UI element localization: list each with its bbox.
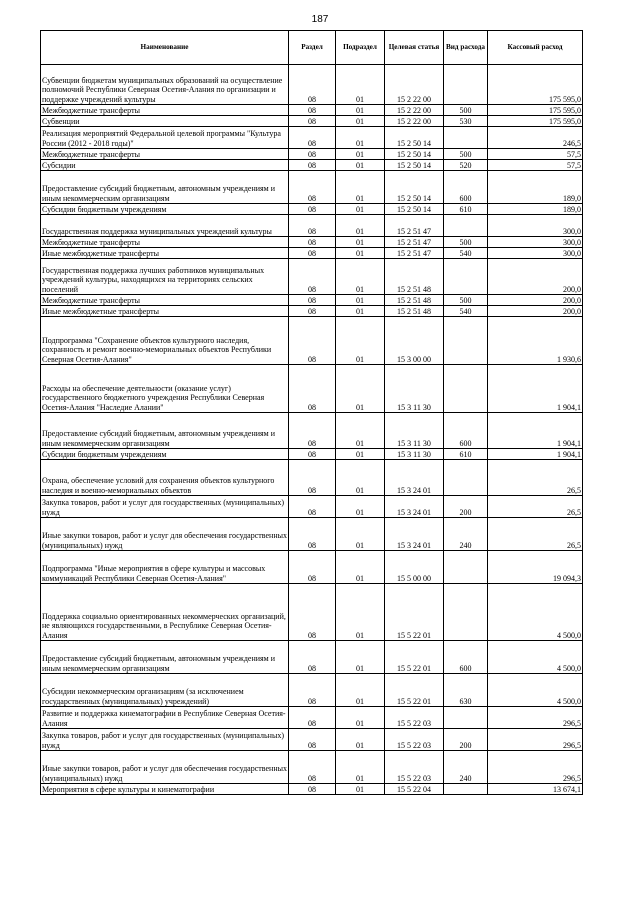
row-target-item-cell: 15 3 24 01 <box>385 496 444 518</box>
row-amount-cell: 26,5 <box>488 496 583 518</box>
row-subsection-cell: 01 <box>336 317 385 365</box>
row-name-cell: Межбюджетные трансферты <box>41 237 289 248</box>
row-target-item-cell: 15 2 22 00 <box>385 116 444 127</box>
row-section-cell: 08 <box>289 674 336 707</box>
row-amount-cell: 175 595,0 <box>488 116 583 127</box>
row-name-cell: Субсидии бюджетным учреждениям <box>41 449 289 460</box>
table-row <box>41 317 583 365</box>
row-name-cell: Иные межбюджетные трансферты <box>41 248 289 259</box>
row-name-cell: Предоставление субсидий бюджетным, автономным учреждениям и иным некоммерческим организациям <box>41 413 289 449</box>
column-header-section: Раздел <box>289 31 336 65</box>
row-target-item-cell: 15 2 22 00 <box>385 65 444 105</box>
row-expense-type-cell: 540 <box>444 306 488 317</box>
row-section-cell: 08 <box>289 551 336 584</box>
row-subsection-cell: 01 <box>336 365 385 413</box>
row-subsection-cell: 01 <box>336 784 385 795</box>
row-subsection-cell: 01 <box>336 204 385 215</box>
page-number: 187 <box>311 14 329 25</box>
row-target-item-cell: 15 2 51 47 <box>385 215 444 237</box>
row-target-item-cell: 15 2 50 14 <box>385 149 444 160</box>
row-target-item-cell: 15 5 00 00 <box>385 551 444 584</box>
row-amount-cell: 246,5 <box>488 127 583 149</box>
row-name-cell: Предоставление субсидий бюджетным, автономным учреждениям и иным некоммерческим организациям <box>41 171 289 204</box>
row-section-cell: 08 <box>289 295 336 306</box>
column-header-cash-expense: Кассовый расход <box>488 31 583 65</box>
row-section-cell: 08 <box>289 707 336 729</box>
row-subsection-cell: 01 <box>336 295 385 306</box>
row-amount-cell: 189,0 <box>488 171 583 204</box>
row-name-cell: Поддержка социально ориентированных некоммерческих организаций, не являющихся государственными, в Республике Северная Осетия-Алания <box>41 584 289 641</box>
row-expense-type-cell <box>444 259 488 295</box>
row-name-cell: Иные закупки товаров, работ и услуг для обеспечения государственных (муниципальных) нужд <box>41 518 289 551</box>
row-amount-cell: 296,5 <box>488 729 583 751</box>
row-expense-type-cell <box>444 584 488 641</box>
row-target-item-cell: 15 5 22 03 <box>385 707 444 729</box>
row-expense-type-cell: 610 <box>444 449 488 460</box>
row-subsection-cell: 01 <box>336 306 385 317</box>
row-amount-cell: 57,5 <box>488 149 583 160</box>
row-section-cell: 08 <box>289 171 336 204</box>
row-name-cell: Охрана, обеспечение условий для сохранения объектов культурного наследия и военно-мемориальных объектов <box>41 460 289 496</box>
row-section-cell: 08 <box>289 65 336 105</box>
row-section-cell: 08 <box>289 496 336 518</box>
row-amount-cell: 296,5 <box>488 707 583 729</box>
row-amount-cell: 189,0 <box>488 204 583 215</box>
row-expense-type-cell: 540 <box>444 248 488 259</box>
row-amount-cell: 200,0 <box>488 295 583 306</box>
row-subsection-cell: 01 <box>336 751 385 784</box>
row-name-cell: Мероприятия в сфере культуры и кинематографии <box>41 784 289 795</box>
row-section-cell: 08 <box>289 641 336 674</box>
row-name-cell: Межбюджетные трансферты <box>41 105 289 116</box>
row-name-cell: Закупка товаров, работ и услуг для государственных (муниципальных) нужд <box>41 496 289 518</box>
row-section-cell: 08 <box>289 729 336 751</box>
row-section-cell: 08 <box>289 127 336 149</box>
row-section-cell: 08 <box>289 784 336 795</box>
row-section-cell: 08 <box>289 204 336 215</box>
row-subsection-cell: 01 <box>336 149 385 160</box>
row-expense-type-cell: 240 <box>444 518 488 551</box>
row-subsection-cell: 01 <box>336 215 385 237</box>
row-amount-cell: 300,0 <box>488 215 583 237</box>
row-amount-cell: 57,5 <box>488 160 583 171</box>
table-row <box>41 215 583 237</box>
row-section-cell: 08 <box>289 518 336 551</box>
column-header-expense-type: Вид расхода <box>444 31 488 65</box>
row-amount-cell: 300,0 <box>488 237 583 248</box>
row-amount-cell: 1 904,1 <box>488 449 583 460</box>
row-target-item-cell: 15 3 24 01 <box>385 518 444 551</box>
table-row <box>41 641 583 674</box>
row-section-cell: 08 <box>289 237 336 248</box>
table-body <box>41 65 583 795</box>
row-target-item-cell: 15 5 22 01 <box>385 584 444 641</box>
row-target-item-cell: 15 5 22 01 <box>385 674 444 707</box>
row-target-item-cell: 15 5 22 04 <box>385 784 444 795</box>
row-target-item-cell: 15 2 50 14 <box>385 204 444 215</box>
row-name-cell: Государственная поддержка лучших работников муниципальных учреждений культуры, находящихся на территориях сельских поселений <box>41 259 289 295</box>
row-section-cell: 08 <box>289 365 336 413</box>
row-name-cell: Расходы на обеспечение деятельности (оказание услуг) государственного бюджетного учреждения Республики Северная Осетия-Алания "Наследие Алании" <box>41 365 289 413</box>
row-target-item-cell: 15 3 00 00 <box>385 317 444 365</box>
row-amount-cell: 13 674,1 <box>488 784 583 795</box>
table-row <box>41 707 583 729</box>
row-name-cell: Иные межбюджетные трансферты <box>41 306 289 317</box>
row-expense-type-cell: 630 <box>444 674 488 707</box>
column-header-target-item: Целевая статья <box>385 31 444 65</box>
row-subsection-cell: 01 <box>336 729 385 751</box>
row-target-item-cell: 15 2 50 14 <box>385 171 444 204</box>
row-section-cell: 08 <box>289 460 336 496</box>
table-row <box>41 306 583 317</box>
table-row <box>41 551 583 584</box>
row-section-cell: 08 <box>289 248 336 259</box>
row-amount-cell: 26,5 <box>488 518 583 551</box>
row-expense-type-cell: 200 <box>444 729 488 751</box>
table-row <box>41 784 583 795</box>
row-name-cell: Реализация мероприятий Федеральной целевой программы "Культура России (2012 - 2018 годы)" <box>41 127 289 149</box>
row-name-cell: Предоставление субсидий бюджетным, автономным учреждениям и иным некоммерческим организациям <box>41 641 289 674</box>
row-section-cell: 08 <box>289 259 336 295</box>
row-expense-type-cell: 500 <box>444 237 488 248</box>
row-target-item-cell: 15 3 24 01 <box>385 460 444 496</box>
budget-table <box>40 30 583 795</box>
row-target-item-cell: 15 3 11 30 <box>385 413 444 449</box>
table-row <box>41 729 583 751</box>
row-amount-cell: 4 500,0 <box>488 674 583 707</box>
row-expense-type-cell: 530 <box>444 116 488 127</box>
row-expense-type-cell: 500 <box>444 105 488 116</box>
row-amount-cell: 1 904,1 <box>488 365 583 413</box>
row-name-cell: Развитие и поддержка кинематографии в Республике Северная Осетия-Алания <box>41 707 289 729</box>
row-section-cell: 08 <box>289 215 336 237</box>
row-amount-cell: 200,0 <box>488 259 583 295</box>
table-row <box>41 105 583 116</box>
row-target-item-cell: 15 5 22 03 <box>385 751 444 784</box>
table-row <box>41 116 583 127</box>
row-expense-type-cell <box>444 551 488 584</box>
table-row <box>41 160 583 171</box>
row-name-cell: Субсидии некоммерческим организациям (за исключением государственных (муниципальных) учреждений) <box>41 674 289 707</box>
row-target-item-cell: 15 5 22 01 <box>385 641 444 674</box>
row-target-item-cell: 15 5 22 03 <box>385 729 444 751</box>
row-expense-type-cell <box>444 784 488 795</box>
table-row <box>41 449 583 460</box>
row-name-cell: Иные закупки товаров, работ и услуг для обеспечения государственных (муниципальных) нужд <box>41 751 289 784</box>
table-row <box>41 295 583 306</box>
row-expense-type-cell <box>444 707 488 729</box>
table-row <box>41 149 583 160</box>
row-subsection-cell: 01 <box>336 259 385 295</box>
row-subsection-cell: 01 <box>336 460 385 496</box>
row-amount-cell: 19 094,3 <box>488 551 583 584</box>
table-row <box>41 751 583 784</box>
row-amount-cell: 1 930,6 <box>488 317 583 365</box>
table-row <box>41 248 583 259</box>
row-target-item-cell: 15 2 50 14 <box>385 160 444 171</box>
row-expense-type-cell: 600 <box>444 641 488 674</box>
table-row <box>41 518 583 551</box>
row-section-cell: 08 <box>289 449 336 460</box>
row-target-item-cell: 15 2 22 00 <box>385 105 444 116</box>
row-subsection-cell: 01 <box>336 496 385 518</box>
row-subsection-cell: 01 <box>336 160 385 171</box>
row-subsection-cell: 01 <box>336 518 385 551</box>
row-subsection-cell: 01 <box>336 105 385 116</box>
row-subsection-cell: 01 <box>336 707 385 729</box>
row-expense-type-cell <box>444 215 488 237</box>
row-name-cell: Субвенции бюджетам муниципальных образований на осуществление полномочий Республики Северная Осетия-Алания по организации и поддержке учреждений культуры <box>41 65 289 105</box>
row-target-item-cell: 15 3 11 30 <box>385 449 444 460</box>
row-section-cell: 08 <box>289 160 336 171</box>
row-amount-cell: 4 500,0 <box>488 584 583 641</box>
row-section-cell: 08 <box>289 584 336 641</box>
row-section-cell: 08 <box>289 306 336 317</box>
table-row <box>41 237 583 248</box>
row-target-item-cell: 15 2 51 47 <box>385 248 444 259</box>
row-subsection-cell: 01 <box>336 584 385 641</box>
row-amount-cell: 1 904,1 <box>488 413 583 449</box>
row-amount-cell: 200,0 <box>488 306 583 317</box>
row-name-cell: Межбюджетные трансферты <box>41 149 289 160</box>
row-amount-cell: 300,0 <box>488 248 583 259</box>
row-expense-type-cell <box>444 127 488 149</box>
row-subsection-cell: 01 <box>336 248 385 259</box>
row-expense-type-cell: 610 <box>444 204 488 215</box>
row-target-item-cell: 15 2 51 48 <box>385 259 444 295</box>
row-subsection-cell: 01 <box>336 551 385 584</box>
row-subsection-cell: 01 <box>336 237 385 248</box>
table-row <box>41 460 583 496</box>
row-amount-cell: 175 595,0 <box>488 105 583 116</box>
row-amount-cell: 4 500,0 <box>488 641 583 674</box>
row-expense-type-cell: 600 <box>444 171 488 204</box>
row-amount-cell: 175 595,0 <box>488 65 583 105</box>
table-row <box>41 584 583 641</box>
row-subsection-cell: 01 <box>336 641 385 674</box>
row-subsection-cell: 01 <box>336 65 385 105</box>
row-section-cell: 08 <box>289 105 336 116</box>
row-target-item-cell: 15 2 51 48 <box>385 306 444 317</box>
column-header-name: Наименование <box>41 31 289 65</box>
row-section-cell: 08 <box>289 317 336 365</box>
row-expense-type-cell <box>444 317 488 365</box>
row-name-cell: Межбюджетные трансферты <box>41 295 289 306</box>
row-amount-cell: 296,5 <box>488 751 583 784</box>
row-expense-type-cell: 520 <box>444 160 488 171</box>
row-section-cell: 08 <box>289 116 336 127</box>
table-row <box>41 259 583 295</box>
row-expense-type-cell: 500 <box>444 295 488 306</box>
table-row <box>41 413 583 449</box>
row-expense-type-cell <box>444 65 488 105</box>
row-expense-type-cell <box>444 460 488 496</box>
table-row <box>41 204 583 215</box>
row-name-cell: Субсидии <box>41 160 289 171</box>
row-name-cell: Субвенции <box>41 116 289 127</box>
row-expense-type-cell: 500 <box>444 149 488 160</box>
table-row <box>41 171 583 204</box>
row-expense-type-cell: 200 <box>444 496 488 518</box>
row-subsection-cell: 01 <box>336 116 385 127</box>
row-target-item-cell: 15 2 51 48 <box>385 295 444 306</box>
row-name-cell: Подпрограмма "Сохранение объектов культурного наследия, сохранность и ремонт военно-мемориальных объектов Республики Северная Осетия-Алания" <box>41 317 289 365</box>
row-section-cell: 08 <box>289 149 336 160</box>
row-subsection-cell: 01 <box>336 674 385 707</box>
row-amount-cell: 26,5 <box>488 460 583 496</box>
row-subsection-cell: 01 <box>336 171 385 204</box>
row-name-cell: Субсидии бюджетным учреждениям <box>41 204 289 215</box>
row-name-cell: Государственная поддержка муниципальных учреждений культуры <box>41 215 289 237</box>
table-header-row <box>41 31 583 65</box>
row-target-item-cell: 15 3 11 30 <box>385 365 444 413</box>
table-row <box>41 365 583 413</box>
row-name-cell: Подпрограмма "Иные мероприятия в сфере культуры и массовых коммуникаций Республики Северная Осетия-Алания" <box>41 551 289 584</box>
row-subsection-cell: 01 <box>336 413 385 449</box>
row-section-cell: 08 <box>289 413 336 449</box>
row-expense-type-cell: 240 <box>444 751 488 784</box>
table-row <box>41 127 583 149</box>
row-expense-type-cell <box>444 365 488 413</box>
row-target-item-cell: 15 2 51 47 <box>385 237 444 248</box>
table-row <box>41 674 583 707</box>
row-subsection-cell: 01 <box>336 127 385 149</box>
row-name-cell: Закупка товаров, работ и услуг для государственных (муниципальных) нужд <box>41 729 289 751</box>
row-expense-type-cell: 600 <box>444 413 488 449</box>
row-target-item-cell: 15 2 50 14 <box>385 127 444 149</box>
row-section-cell: 08 <box>289 751 336 784</box>
column-header-subsection: Подраздел <box>336 31 385 65</box>
table-row <box>41 65 583 105</box>
row-subsection-cell: 01 <box>336 449 385 460</box>
table-row <box>41 496 583 518</box>
